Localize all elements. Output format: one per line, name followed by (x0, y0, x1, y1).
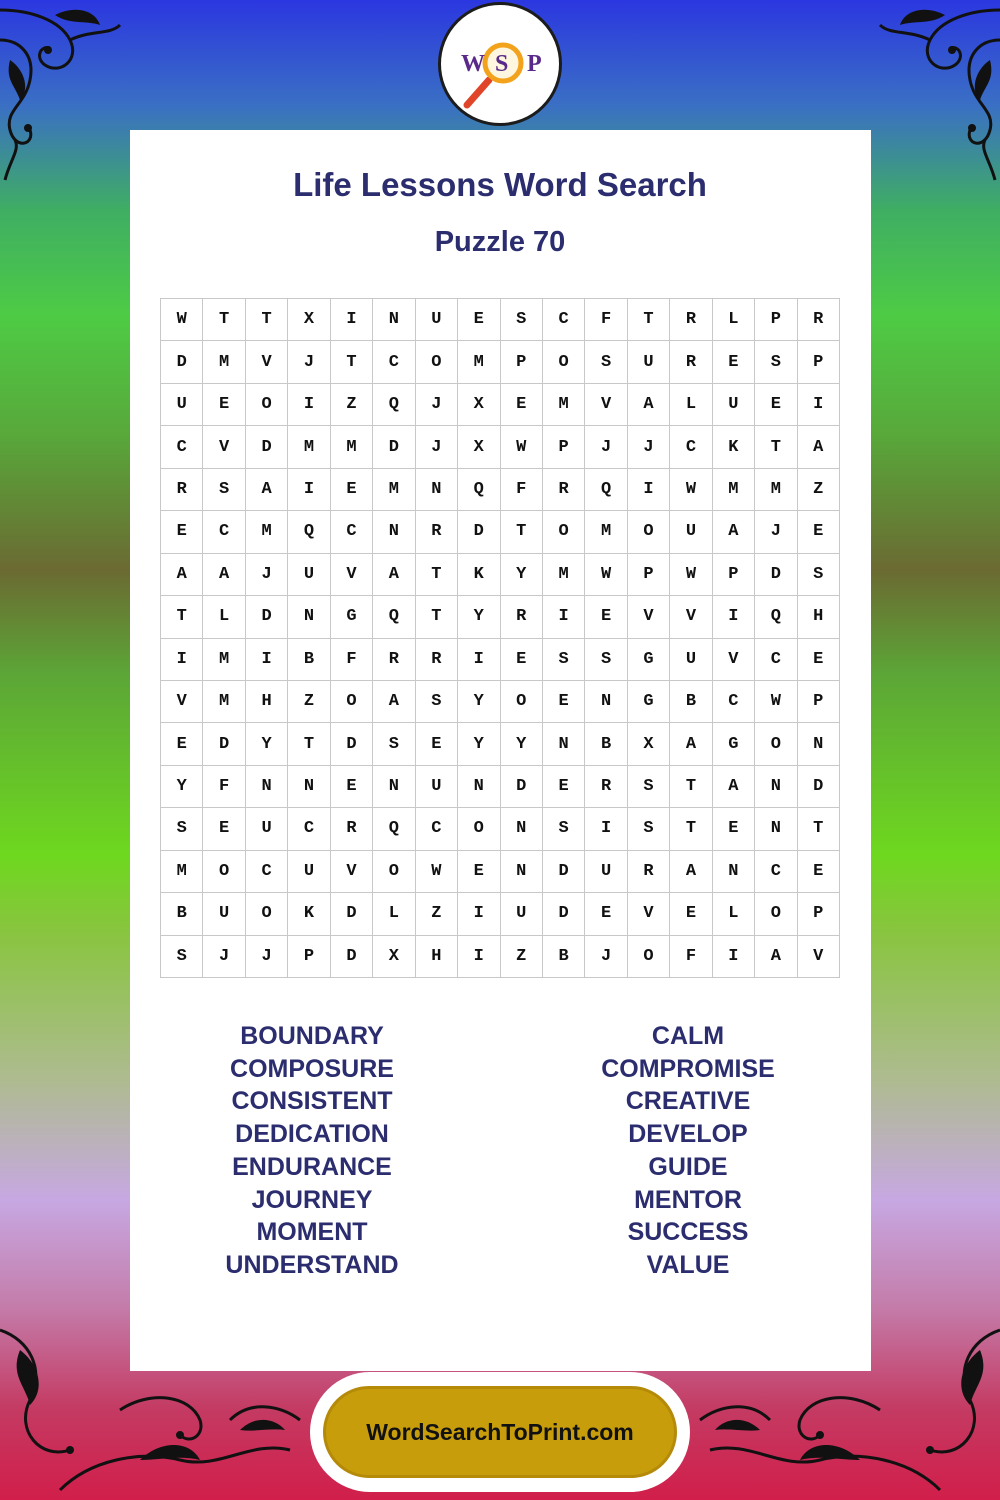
grid-cell[interactable]: A (373, 554, 415, 596)
grid-cell[interactable]: O (628, 936, 670, 978)
word-list-item: SUCCESS (627, 1218, 749, 1247)
grid-cell[interactable]: X (288, 299, 330, 341)
grid-cell[interactable]: U (670, 639, 712, 681)
grid-cell[interactable]: D (755, 554, 797, 596)
grid-cell[interactable]: C (288, 808, 330, 850)
word-list-item: ENDURANCE (232, 1152, 392, 1181)
grid-cell[interactable]: N (755, 808, 797, 850)
grid-cell[interactable]: T (331, 341, 373, 383)
grid-cell[interactable]: A (161, 554, 203, 596)
grid-cell[interactable]: I (458, 893, 500, 935)
grid-cell[interactable]: J (246, 554, 288, 596)
grid-cell[interactable]: M (203, 681, 245, 723)
grid-cell[interactable]: W (416, 851, 458, 893)
grid-cell[interactable]: E (416, 723, 458, 765)
grid-cell[interactable]: O (246, 893, 288, 935)
grid-cell[interactable]: U (288, 851, 330, 893)
grid-cell[interactable]: Q (373, 808, 415, 850)
grid-cell[interactable]: R (501, 596, 543, 638)
grid-cell[interactable]: N (373, 299, 415, 341)
grid-cell[interactable]: D (501, 766, 543, 808)
grid-cell[interactable]: E (331, 469, 373, 511)
grid-cell[interactable]: C (713, 681, 755, 723)
grid-cell[interactable]: S (628, 808, 670, 850)
grid-cell[interactable]: O (755, 723, 797, 765)
grid-cell[interactable]: V (246, 341, 288, 383)
grid-cell[interactable]: Y (161, 766, 203, 808)
grid-cell[interactable]: U (203, 893, 245, 935)
grid-cell[interactable]: J (628, 426, 670, 468)
grid-cell[interactable]: Z (501, 936, 543, 978)
grid-cell[interactable]: P (501, 341, 543, 383)
grid-cell[interactable]: A (798, 426, 840, 468)
grid-cell[interactable]: C (203, 511, 245, 553)
grid-cell[interactable]: D (373, 426, 415, 468)
grid-cell[interactable]: D (543, 851, 585, 893)
grid-cell[interactable]: E (331, 766, 373, 808)
grid-cell[interactable]: J (585, 936, 627, 978)
grid-cell[interactable]: N (373, 511, 415, 553)
grid-cell[interactable]: S (798, 554, 840, 596)
grid-cell[interactable]: Z (798, 469, 840, 511)
grid-cell[interactable]: P (543, 426, 585, 468)
grid-cell[interactable]: V (203, 426, 245, 468)
grid-cell[interactable]: W (755, 681, 797, 723)
grid-cell[interactable]: T (416, 596, 458, 638)
puzzle-number: Puzzle 70 (434, 226, 566, 258)
grid-cell[interactable]: M (161, 851, 203, 893)
grid-cell[interactable]: W (501, 426, 543, 468)
grid-cell[interactable]: I (246, 639, 288, 681)
grid-cell[interactable]: T (246, 299, 288, 341)
grid-cell[interactable]: E (458, 851, 500, 893)
grid-cell[interactable]: H (798, 596, 840, 638)
grid-cell[interactable]: N (585, 681, 627, 723)
grid-cell[interactable]: G (628, 681, 670, 723)
grid-cell[interactable]: V (331, 554, 373, 596)
grid-cell[interactable]: M (458, 341, 500, 383)
grid-cell[interactable]: E (543, 681, 585, 723)
word-list-left (162, 1020, 462, 1282)
grid-cell[interactable]: T (203, 299, 245, 341)
word-list-item: BOUNDARY (240, 1022, 384, 1050)
grid-cell[interactable]: M (331, 426, 373, 468)
word-list-right (538, 1020, 838, 1282)
grid-cell[interactable]: M (373, 469, 415, 511)
grid-cell[interactable]: A (713, 511, 755, 553)
logo-letter-w: W (461, 51, 485, 77)
grid-cell[interactable]: U (161, 384, 203, 426)
grid-cell[interactable]: V (713, 639, 755, 681)
grid-cell[interactable]: M (713, 469, 755, 511)
grid-cell[interactable]: V (798, 936, 840, 978)
grid-cell[interactable]: T (501, 511, 543, 553)
grid-cell[interactable]: H (246, 681, 288, 723)
grid-cell[interactable]: M (585, 511, 627, 553)
grid-cell[interactable]: J (416, 384, 458, 426)
grid-cell[interactable]: R (628, 851, 670, 893)
word-list-item: JOURNEY (251, 1185, 373, 1214)
grid-cell[interactable]: T (755, 426, 797, 468)
grid-cell[interactable]: E (755, 384, 797, 426)
grid-cell[interactable]: C (416, 808, 458, 850)
grid-cell[interactable]: I (458, 936, 500, 978)
grid-cell[interactable]: M (246, 511, 288, 553)
grid-cell[interactable]: R (670, 341, 712, 383)
grid-cell[interactable]: E (798, 639, 840, 681)
grid-cell[interactable]: O (458, 808, 500, 850)
letter-grid[interactable] (160, 298, 840, 978)
grid-cell[interactable]: B (670, 681, 712, 723)
grid-cell[interactable]: T (670, 766, 712, 808)
grid-cell[interactable]: N (501, 808, 543, 850)
grid-cell[interactable]: J (416, 426, 458, 468)
grid-cell[interactable]: P (628, 554, 670, 596)
grid-cell[interactable]: W (670, 554, 712, 596)
grid-cell[interactable]: Y (458, 681, 500, 723)
grid-cell[interactable]: I (628, 469, 670, 511)
grid-cell[interactable]: K (458, 554, 500, 596)
grid-cell[interactable]: D (246, 426, 288, 468)
grid-cell[interactable]: J (585, 426, 627, 468)
grid-cell[interactable]: S (161, 808, 203, 850)
grid-cell[interactable]: M (543, 384, 585, 426)
grid-cell[interactable]: C (670, 426, 712, 468)
grid-cell[interactable]: D (331, 893, 373, 935)
grid-cell[interactable]: S (755, 341, 797, 383)
grid-cell[interactable]: Y (501, 554, 543, 596)
grid-cell[interactable]: N (713, 851, 755, 893)
word-list-item: UNDERSTAND (225, 1250, 399, 1279)
grid-cell[interactable]: S (585, 341, 627, 383)
grid-cell[interactable]: M (755, 469, 797, 511)
grid-cell[interactable]: L (670, 384, 712, 426)
grid-cell[interactable]: K (288, 893, 330, 935)
grid-cell[interactable]: S (543, 639, 585, 681)
grid-cell[interactable]: V (161, 681, 203, 723)
grid-cell[interactable]: O (543, 341, 585, 383)
grid-cell[interactable]: I (331, 299, 373, 341)
grid-cell[interactable]: O (501, 681, 543, 723)
grid-cell[interactable]: E (458, 299, 500, 341)
grid-cell[interactable]: E (798, 851, 840, 893)
grid-cell[interactable]: T (416, 554, 458, 596)
grid-cell[interactable]: T (798, 808, 840, 850)
grid-cell[interactable]: V (670, 596, 712, 638)
grid-cell[interactable]: L (713, 893, 755, 935)
grid-cell[interactable]: A (628, 384, 670, 426)
grid-cell[interactable]: B (543, 936, 585, 978)
word-list-item: COMPROMISE (601, 1054, 775, 1083)
grid-cell[interactable]: T (288, 723, 330, 765)
grid-cell[interactable]: U (501, 893, 543, 935)
grid-cell[interactable]: I (585, 808, 627, 850)
grid-cell[interactable]: E (713, 341, 755, 383)
grid-cell[interactable]: X (458, 426, 500, 468)
grid-cell[interactable]: X (373, 936, 415, 978)
grid-cell[interactable]: D (331, 723, 373, 765)
grid-cell[interactable]: N (755, 766, 797, 808)
word-list-item: GUIDE (648, 1152, 728, 1181)
grid-cell[interactable]: C (161, 426, 203, 468)
grid-cell[interactable]: J (288, 341, 330, 383)
wsp-logo (438, 2, 562, 126)
grid-cell[interactable]: S (628, 766, 670, 808)
grid-cell[interactable]: N (501, 851, 543, 893)
grid-cell[interactable]: M (203, 341, 245, 383)
grid-cell[interactable]: K (713, 426, 755, 468)
grid-cell[interactable]: U (585, 851, 627, 893)
grid-cell[interactable]: L (203, 596, 245, 638)
grid-cell[interactable]: Z (288, 681, 330, 723)
grid-cell[interactable]: R (585, 766, 627, 808)
grid-cell[interactable]: G (331, 596, 373, 638)
grid-cell[interactable]: A (713, 766, 755, 808)
grid-cell[interactable]: V (331, 851, 373, 893)
grid-cell[interactable]: N (246, 766, 288, 808)
grid-cell[interactable]: N (288, 766, 330, 808)
grid-cell[interactable]: N (543, 723, 585, 765)
grid-cell[interactable]: B (585, 723, 627, 765)
grid-cell[interactable]: P (755, 299, 797, 341)
grid-cell[interactable]: X (458, 384, 500, 426)
word-list-item: MENTOR (634, 1185, 742, 1214)
grid-cell[interactable]: A (246, 469, 288, 511)
grid-cell[interactable]: E (501, 384, 543, 426)
grid-cell[interactable]: Q (373, 384, 415, 426)
grid-cell[interactable]: E (713, 808, 755, 850)
logo-letter-s: S (495, 51, 509, 77)
grid-cell[interactable]: R (543, 469, 585, 511)
word-list-item: CALM (651, 1022, 725, 1050)
grid-cell[interactable]: S (161, 936, 203, 978)
grid-cell[interactable]: O (246, 384, 288, 426)
grid-cell[interactable]: Q (458, 469, 500, 511)
grid-cell[interactable]: C (331, 511, 373, 553)
grid-cell[interactable]: W (161, 299, 203, 341)
word-list-item: MOMENT (256, 1218, 368, 1247)
grid-cell[interactable]: C (246, 851, 288, 893)
grid-cell[interactable]: U (416, 299, 458, 341)
grid-cell[interactable]: D (543, 893, 585, 935)
grid-cell[interactable]: I (713, 936, 755, 978)
word-list-item: CONSISTENT (231, 1087, 393, 1116)
grid-cell[interactable]: B (288, 639, 330, 681)
grid-cell[interactable]: C (543, 299, 585, 341)
grid-cell[interactable]: I (458, 639, 500, 681)
grid-cell[interactable]: N (798, 723, 840, 765)
grid-cell[interactable]: I (543, 596, 585, 638)
grid-cell[interactable]: E (501, 639, 543, 681)
grid-cell[interactable]: F (203, 766, 245, 808)
grid-cell[interactable]: T (628, 299, 670, 341)
grid-cell[interactable]: N (458, 766, 500, 808)
grid-cell[interactable]: M (543, 554, 585, 596)
grid-cell[interactable]: S (543, 808, 585, 850)
grid-cell[interactable]: I (288, 384, 330, 426)
grid-cell[interactable]: S (373, 723, 415, 765)
grid-cell[interactable]: Z (331, 384, 373, 426)
grid-cell[interactable]: I (713, 596, 755, 638)
grid-cell[interactable]: P (288, 936, 330, 978)
grid-cell[interactable]: C (755, 851, 797, 893)
grid-cell[interactable]: Y (501, 723, 543, 765)
grid-cell[interactable]: O (331, 681, 373, 723)
grid-cell[interactable]: E (161, 723, 203, 765)
grid-cell[interactable]: U (670, 511, 712, 553)
grid-cell[interactable]: S (416, 681, 458, 723)
grid-cell[interactable]: E (670, 893, 712, 935)
grid-cell[interactable]: O (755, 893, 797, 935)
grid-cell[interactable]: Q (288, 511, 330, 553)
grid-cell[interactable]: S (585, 639, 627, 681)
grid-cell[interactable]: A (670, 851, 712, 893)
grid-cell[interactable]: F (331, 639, 373, 681)
grid-cell[interactable]: I (798, 384, 840, 426)
grid-cell[interactable]: F (501, 469, 543, 511)
grid-cell[interactable]: O (628, 511, 670, 553)
grid-cell[interactable]: N (288, 596, 330, 638)
grid-cell[interactable]: Y (458, 596, 500, 638)
grid-cell[interactable]: F (670, 936, 712, 978)
grid-cell[interactable]: S (203, 469, 245, 511)
grid-cell[interactable]: B (161, 893, 203, 935)
grid-cell[interactable]: E (203, 808, 245, 850)
grid-cell[interactable]: V (585, 384, 627, 426)
grid-cell[interactable]: J (246, 936, 288, 978)
grid-cell[interactable]: L (373, 893, 415, 935)
grid-cell[interactable]: C (755, 639, 797, 681)
grid-cell[interactable]: O (543, 511, 585, 553)
grid-cell[interactable]: N (373, 766, 415, 808)
grid-cell[interactable]: I (288, 469, 330, 511)
grid-cell[interactable]: R (161, 469, 203, 511)
grid-cell[interactable]: R (331, 808, 373, 850)
grid-cell[interactable]: P (798, 681, 840, 723)
grid-cell[interactable]: O (203, 851, 245, 893)
grid-cell[interactable]: Q (585, 469, 627, 511)
grid-cell[interactable]: M (288, 426, 330, 468)
page-title: Life Lessons Word Search (293, 166, 707, 203)
logo-letter-p: P (527, 51, 542, 77)
grid-cell[interactable]: R (373, 639, 415, 681)
grid-cell[interactable]: R (416, 639, 458, 681)
grid-cell[interactable]: C (373, 341, 415, 383)
grid-cell[interactable]: E (543, 766, 585, 808)
grid-cell[interactable]: H (416, 936, 458, 978)
grid-cell[interactable]: I (161, 639, 203, 681)
grid-cell[interactable]: T (161, 596, 203, 638)
grid-cell[interactable]: F (585, 299, 627, 341)
grid-cell[interactable]: N (416, 469, 458, 511)
word-list-item: CREATIVE (625, 1087, 751, 1116)
grid-cell[interactable]: D (458, 511, 500, 553)
grid-cell[interactable]: T (670, 808, 712, 850)
grid-cell[interactable]: U (713, 384, 755, 426)
grid-cell[interactable]: U (288, 554, 330, 596)
grid-cell[interactable]: E (798, 511, 840, 553)
grid-cell[interactable]: D (203, 723, 245, 765)
grid-cell[interactable]: R (416, 511, 458, 553)
word-list-item: DEDICATION (235, 1120, 389, 1149)
grid-cell[interactable]: V (628, 596, 670, 638)
grid-cell[interactable]: D (161, 341, 203, 383)
grid-cell[interactable]: J (755, 511, 797, 553)
grid-cell[interactable]: L (713, 299, 755, 341)
grid-cell[interactable]: O (416, 341, 458, 383)
grid-cell[interactable]: E (585, 893, 627, 935)
grid-cell[interactable]: V (628, 893, 670, 935)
grid-cell[interactable]: E (161, 511, 203, 553)
grid-cell[interactable]: J (203, 936, 245, 978)
grid-cell[interactable]: P (798, 341, 840, 383)
grid-cell[interactable]: U (416, 766, 458, 808)
grid-cell[interactable]: A (670, 723, 712, 765)
grid-cell[interactable]: D (246, 596, 288, 638)
grid-cell[interactable]: Y (458, 723, 500, 765)
website-link-button[interactable]: WordSearchToPrint.com (323, 1386, 677, 1478)
grid-cell[interactable]: W (670, 469, 712, 511)
grid-cell[interactable]: U (628, 341, 670, 383)
grid-cell[interactable]: G (713, 723, 755, 765)
grid-cell[interactable]: A (203, 554, 245, 596)
grid-cell[interactable]: G (628, 639, 670, 681)
grid-cell[interactable]: Z (416, 893, 458, 935)
grid-cell[interactable]: E (203, 384, 245, 426)
grid-cell[interactable]: S (501, 299, 543, 341)
word-list-item: VALUE (646, 1250, 730, 1279)
grid-cell[interactable]: U (246, 808, 288, 850)
grid-cell[interactable]: A (373, 681, 415, 723)
grid-cell[interactable]: D (331, 936, 373, 978)
grid-cell[interactable]: R (798, 299, 840, 341)
grid-cell[interactable]: P (713, 554, 755, 596)
grid-cell[interactable]: Q (755, 596, 797, 638)
grid-cell[interactable]: W (585, 554, 627, 596)
grid-cell[interactable]: M (203, 639, 245, 681)
grid-cell[interactable]: P (798, 893, 840, 935)
grid-cell[interactable]: E (585, 596, 627, 638)
word-list-item: COMPOSURE (230, 1054, 394, 1083)
word-list-item: DEVELOP (628, 1120, 748, 1149)
grid-cell[interactable]: R (670, 299, 712, 341)
grid-cell[interactable]: O (373, 851, 415, 893)
grid-cell[interactable]: A (755, 936, 797, 978)
grid-cell[interactable]: D (798, 766, 840, 808)
grid-cell[interactable]: X (628, 723, 670, 765)
grid-cell[interactable]: Y (246, 723, 288, 765)
grid-cell[interactable]: Q (373, 596, 415, 638)
